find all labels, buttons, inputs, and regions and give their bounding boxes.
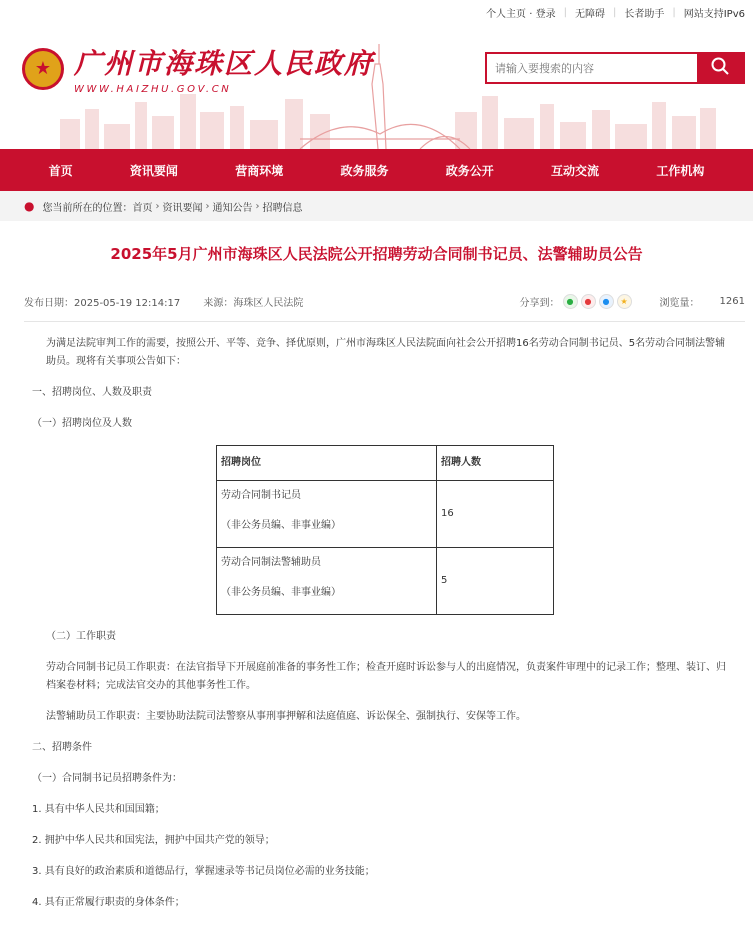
table-cell xyxy=(217,481,437,548)
table-header-row xyxy=(217,446,554,481)
table-header-cell: 招聘人数 xyxy=(437,446,554,481)
nav-business[interactable]: 营商环境 xyxy=(235,163,284,178)
nav-home[interactable]: 首页 xyxy=(48,163,73,178)
separator: | xyxy=(612,6,617,18)
breadcrumb-notices[interactable]: 通知公告 xyxy=(212,202,253,214)
post-name: 劳动合同制书记员 xyxy=(221,490,301,501)
section-heading: 一、招聘岗位、人数及职责 xyxy=(32,387,152,398)
views-label: 浏览量： xyxy=(659,297,700,309)
site-logo[interactable] xyxy=(22,42,374,95)
ipv6-link[interactable]: 网站支持IPv6 xyxy=(683,8,745,20)
subsection-heading: （二）工作职责 xyxy=(46,631,116,642)
condition-item: 1. 具有中华人民共和国国籍； xyxy=(32,804,165,815)
elder-assistant-link[interactable]: 长者助手 xyxy=(624,8,665,20)
breadcrumb-news[interactable]: 资讯要闻 xyxy=(162,202,203,214)
location-pin-icon: ● xyxy=(24,199,35,213)
table-cell: 5 xyxy=(437,548,554,615)
search-box xyxy=(485,52,745,84)
wechat-share-icon[interactable]: ● xyxy=(563,294,578,309)
article-meta xyxy=(0,291,753,311)
section-heading: 二、招聘条件 xyxy=(32,742,92,753)
logo-title: 广州市海珠区人民政府 xyxy=(74,47,375,80)
breadcrumb-prefix: 您当前所在的位置： xyxy=(42,202,133,214)
site-header xyxy=(0,24,753,149)
table-row xyxy=(217,548,554,615)
intro-paragraph: 为满足法院审判工作的需要，按照公开、平等、竞争、择优原则，广州市海珠区人民法院面向社会公开招聘16名劳动合同制书记员、5名劳动合同制法警辅助员。现将有关事项公告如下： xyxy=(46,338,726,367)
chevron-right-icon: › xyxy=(155,200,160,212)
search-button[interactable] xyxy=(697,54,743,82)
share-label: 分享到： xyxy=(519,297,560,309)
logo-url: WWW.HAIZHU.GOV.CN xyxy=(74,84,232,95)
post-note: （非公务员编、非事业编） xyxy=(221,520,341,531)
views-count: 1261 xyxy=(719,295,745,307)
search-input[interactable] xyxy=(487,54,697,82)
nav-interaction[interactable]: 互动交流 xyxy=(551,163,600,178)
table-cell xyxy=(217,548,437,615)
breadcrumb-recruitment[interactable]: 招聘信息 xyxy=(262,202,303,214)
table-row xyxy=(217,481,554,548)
condition-item: 4. 具有正常履行职责的身体条件； xyxy=(32,897,185,908)
separator: | xyxy=(672,6,676,18)
article-source: 来源：海珠区人民法院 xyxy=(203,297,304,309)
nav-services[interactable]: 政务服务 xyxy=(340,163,389,178)
subsection-heading: （一）招聘岗位及人数 xyxy=(32,418,132,429)
chevron-right-icon: › xyxy=(205,200,210,212)
condition-item: 3. 具有良好的政治素质和道德品行，掌握速录等书记员岗位必需的业务技能； xyxy=(32,866,375,877)
weibo-share-icon[interactable]: ● xyxy=(581,294,596,309)
accessibility-link[interactable]: 无障碍 xyxy=(574,8,605,20)
condition-item: 2. 拥护中华人民共和国宪法，拥护中国共产党的领导； xyxy=(32,835,275,846)
publish-date: 发布日期：2025-05-19 12:14:17 xyxy=(24,297,181,309)
login-link[interactable]: 个人主页 · 登录 xyxy=(486,8,556,20)
duty-paragraph: 劳动合同制书记员工作职责：在法官指导下开展庭前准备的事务性工作；检查开庭时诉讼参与人的出庭情况，负责案件审理中的记录工作；整理、装订、归档案卷材料；完成法官交办的其他事务性工作。 xyxy=(46,662,726,691)
nav-news[interactable]: 资讯要闻 xyxy=(129,163,178,178)
qzone-share-icon[interactable]: ★ xyxy=(617,294,632,309)
top-utility-bar xyxy=(0,0,753,24)
search-icon xyxy=(710,56,730,76)
nav-disclosure[interactable]: 政务公开 xyxy=(445,163,494,178)
post-name: 劳动合同制法警辅助员 xyxy=(221,557,321,568)
table-cell: 16 xyxy=(437,481,554,548)
national-emblem-icon: ★ xyxy=(22,48,64,90)
post-note: （非公务员编、非事业编） xyxy=(221,587,341,598)
breadcrumb xyxy=(0,191,753,221)
subsection-heading: （一）合同制书记员招聘条件为： xyxy=(32,773,182,784)
duty-paragraph: 法警辅助员工作职责：主要协助法院司法警察从事刑事押解和法庭值庭、诉讼保全、强制执行、安保等工作。 xyxy=(46,711,526,722)
article-body xyxy=(0,335,753,912)
breadcrumb-home[interactable]: 首页 xyxy=(132,202,153,214)
qq-share-icon[interactable]: ● xyxy=(599,294,614,309)
meta-divider xyxy=(24,321,745,322)
main-nav xyxy=(0,149,753,191)
nav-agencies[interactable]: 工作机构 xyxy=(656,163,705,178)
article-title: 2025年5月广州市海珠区人民法院公开招聘劳动合同制书记员、法警辅助员公告 xyxy=(110,245,643,263)
separator: | xyxy=(563,6,567,18)
positions-table xyxy=(216,445,554,615)
chevron-right-icon: › xyxy=(255,200,260,212)
table-header-cell: 招聘岗位 xyxy=(217,446,437,481)
